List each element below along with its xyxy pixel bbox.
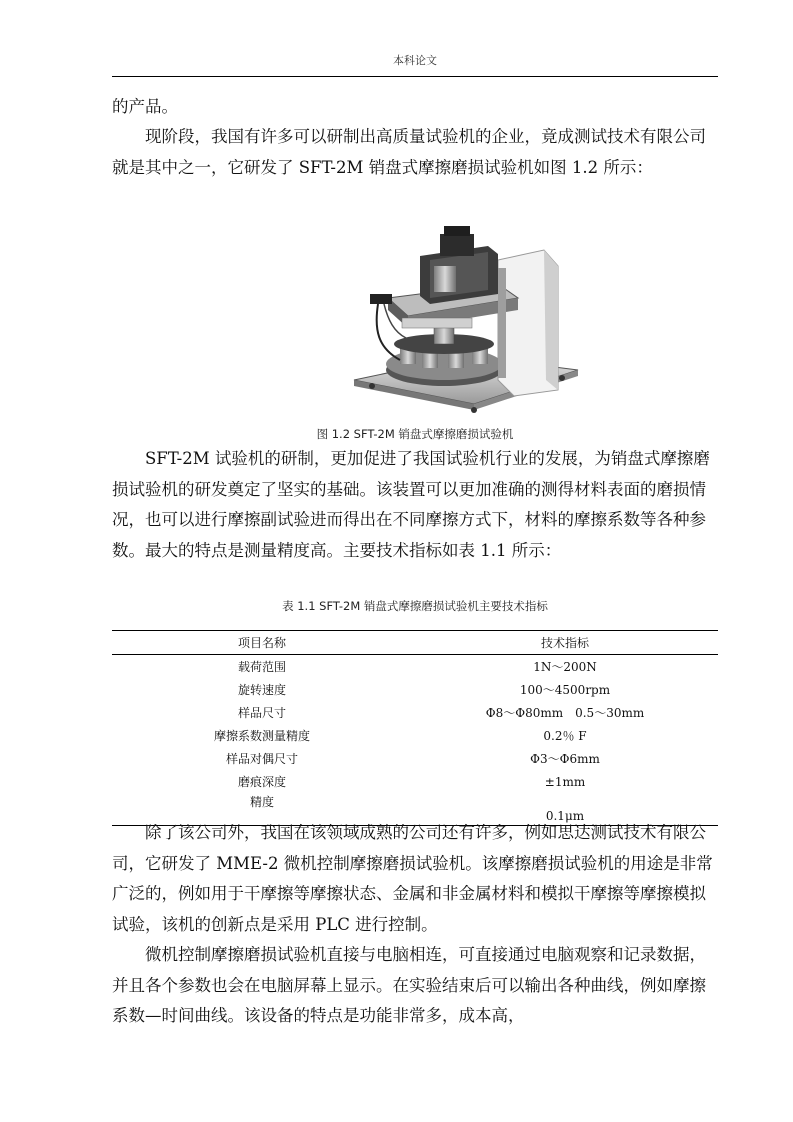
table-row — [112, 770, 718, 793]
spec-table — [112, 630, 718, 826]
table-row — [112, 678, 718, 701]
table-row — [112, 655, 718, 679]
paragraph-4: 微机控制摩擦磨损试验机直接与电脑相连，可直接通过电脑观察和记录数据，并且各个参数也会在电脑屏幕上显示。在实验结束后可以输出各种曲线，例如摩擦系数—时间曲线。该设备的特点是功能非常多，成本高， — [112, 945, 706, 1025]
row-item: 摩擦系数测量精度 — [213, 729, 310, 743]
paragraph-2: SFT-2M 试验机的研制，更加促进了我国试验机行业的发展，为销盘式摩擦磨损试验机的研发奠定了坚实的基础。该装置可以更加准确的测得材料表面的磨损情况，也可以进行摩擦副试验进而得出在不同摩擦方式下，材料的摩擦系数等各种参数。最大的特点是测量精度高。主要技术指标如表 1.1 所示： — [112, 449, 710, 560]
row-item: 磨痕深度 — [237, 775, 286, 789]
row-item: 样品对偶尺寸 — [225, 752, 298, 766]
header-item-name: 项目名称 — [237, 636, 286, 650]
figure-tribometer — [348, 220, 584, 416]
page-header — [112, 52, 718, 77]
table-header-row — [112, 631, 718, 655]
row-value: 0.1μm — [545, 809, 585, 823]
tribometer-illustration — [348, 220, 584, 416]
paragraph-0: 的产品。 — [112, 97, 178, 116]
header-title: 本科论文 — [393, 54, 437, 67]
row-item: 旋转速度 — [237, 683, 286, 697]
row-item: 样品尺寸 — [237, 706, 286, 720]
row-item: 载荷范围 — [237, 660, 286, 674]
row-value: 100～4500rpm — [519, 683, 611, 697]
paragraph-1: 现阶段，我国有许多可以研制出高质量试验机的企业，竟成测试技术有限公司就是其中之一，它研发了 SFT-2M 销盘式摩擦磨损试验机如图 1.2 所示： — [112, 127, 706, 177]
row-value: Φ8～Φ80mm 0.5～30mm — [485, 706, 645, 720]
table-row — [112, 724, 718, 747]
paragraph-3: 除了该公司外，我国在该领域成熟的公司还有许多，例如思达测试技术有限公司，它研发了 MME-2 微机控制摩擦磨损试验机。该摩擦磨损试验机的用途是非常广泛的，例如用于干摩擦等摩擦状态、金属和非金属材料和模拟干摩擦等摩擦模拟试验，该机的创新点是采用 PLC 进行控制。 — [112, 823, 713, 934]
header-spec: 技术指标 — [540, 636, 589, 650]
table-caption: 表 1.1 SFT-2M 销盘式摩擦磨损试验机主要技术指标 — [282, 599, 548, 613]
row-value: 1N～200N — [533, 660, 597, 674]
row-value: ±1mm — [544, 774, 586, 789]
row-value: 0.2％ F — [543, 729, 587, 743]
row-value: Φ3～Φ6mm — [530, 752, 600, 766]
figure-caption: 图 1.2 SFT-2M 销盘式摩擦磨损试验机 — [316, 427, 514, 441]
row-item: 精度 — [249, 795, 274, 809]
table-row — [112, 747, 718, 770]
table-row — [112, 701, 718, 724]
